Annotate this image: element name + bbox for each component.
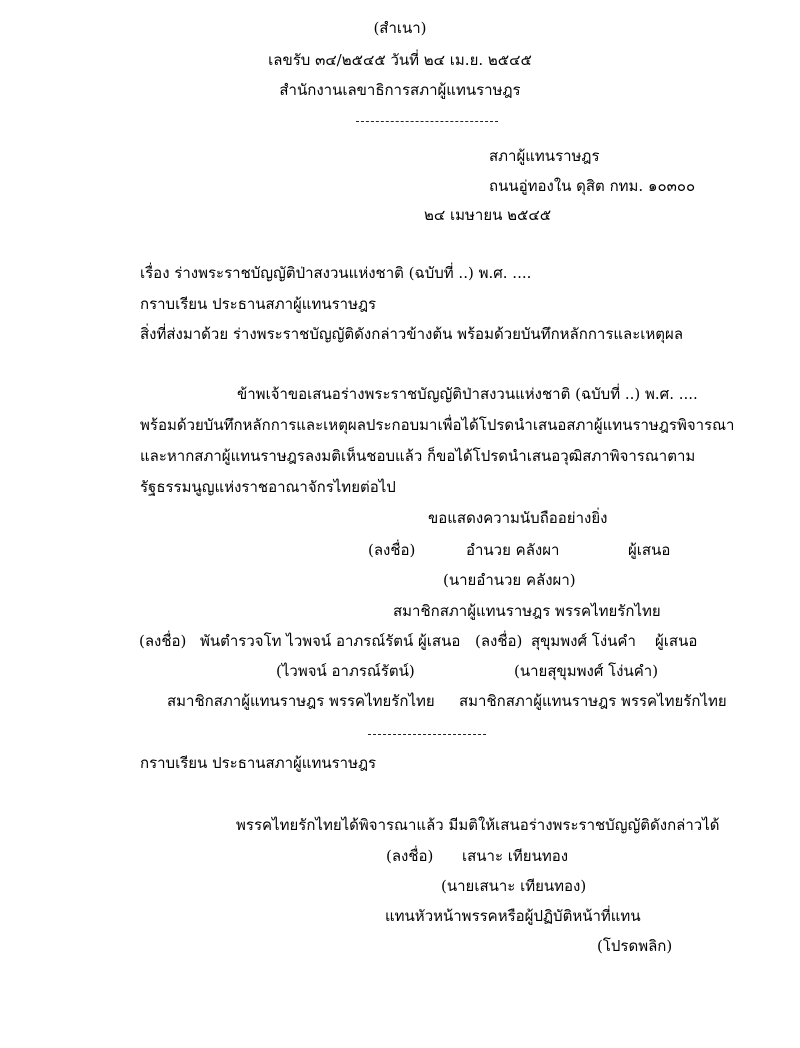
right-sign-mark: (ลงชื่อ) — [475, 632, 523, 650]
attachments-line: สิ่งที่ส่งมาด้วย ร่างพระราชบัญญัติดังกล่าวข้างต้น พร้อมด้วยบันทึกหลักการและเหตุผล — [140, 325, 684, 343]
to-line: กราบเรียน ประธานสภาผู้แทนราษฎร — [140, 295, 377, 313]
main-sign-mark: (ลงชื่อ) — [368, 541, 416, 559]
endorsement-name: เสนาะ เทียนทอง — [462, 847, 569, 865]
sender-address: ถนนอู่ทองใน ดุสิต กทม. ๑๐๓๐๐ — [489, 177, 696, 195]
sender-org: สภาผู้แทนราษฎร — [489, 147, 600, 165]
endorsement-fullname: (นายเสนาะ เทียนทอง) — [441, 877, 587, 895]
main-signer-name: อำนวย คลังผา — [466, 541, 560, 559]
closing: ขอแสดงความนับถืออย่างยิ่ง — [428, 509, 608, 527]
body-line-3: และหากสภาผู้แทนราษฎรลงมติเห็นชอบแล้ว ก็ขอได้โปรดนำเสนอวุฒิสภาพิจารณาตาม — [140, 447, 696, 465]
subject-line: เรื่อง ร่างพระราชบัญญัติป่าสงวนแห่งชาติ (ฉบับที่ ..) พ.ศ. .... — [140, 264, 532, 282]
copy-mark: (สำเนา) — [373, 19, 427, 37]
endorsement-sign-mark: (ลงชื่อ) — [386, 847, 434, 865]
letter-date: ๒๔ เมษายน ๒๕๔๕ — [424, 206, 552, 224]
body-line-1: ข้าพเจ้าขอเสนอร่างพระราชบัญญัติป่าสงวนแห่งชาติ (ฉบับที่ ..) พ.ศ. .... — [237, 385, 698, 403]
endorsement-position: แทนหัวหน้าพรรคหรือผู้ปฏิบัติหน้าที่แทน — [385, 907, 641, 925]
office-name: สำนักงานเลขาธิการสภาผู้แทนราษฎร — [279, 81, 521, 99]
endorsement-to-line: กราบเรียน ประธานสภาผู้แทนราษฎร — [140, 754, 377, 772]
main-signer-member: สมาชิกสภาผู้แทนราษฎร พรรคไทยรักไทย — [393, 602, 661, 620]
body-line-2: พร้อมด้วยบันทึกหลักการและเหตุผลประกอบมาเพื่อได้โปรดนำเสนอสภาผู้แทนราษฎรพิจารณา — [140, 416, 735, 434]
header-separator — [356, 121, 498, 122]
left-signer-member: สมาชิกสภาผู้แทนราษฎร พรรคไทยรักไทย — [167, 692, 435, 710]
main-signer-role: ผู้เสนอ — [628, 541, 671, 559]
signature-separator — [368, 734, 486, 735]
left-signer-name: พันตำรวจโท ไวพจน์ อาภรณ์รัตน์ — [200, 632, 414, 650]
right-signer-name: สุขุมพงศ์ โง่นคำ — [531, 632, 636, 650]
right-signer-role: ผู้เสนอ — [655, 632, 698, 650]
main-signer-fullname: (นายอำนวย คลังผา) — [443, 571, 576, 589]
right-signer-member: สมาชิกสภาผู้แทนราษฎร พรรคไทยรักไทย — [459, 692, 727, 710]
endorsement-resolution: พรรคไทยรักไทยได้พิจารณาแล้ว มีมติให้เสนอร่างพระราชบัญญัติดังกล่าวได้ — [236, 816, 720, 834]
left-signer-fullname: (ไวพจน์ อาภรณ์รัตน์) — [276, 662, 415, 680]
left-signer-role: ผู้เสนอ — [418, 632, 461, 650]
turn-over-note: (โปรดพลิก) — [597, 937, 673, 955]
right-signer-fullname: (นายสุขุมพงศ์ โง่นคำ) — [514, 662, 659, 680]
body-line-4: รัฐธรรมนูญแห่งราชอาณาจักรไทยต่อไป — [140, 478, 396, 496]
receipt-line: เลขรับ ๓๔/๒๕๔๕ วันที่ ๒๔ เม.ย. ๒๕๔๕ — [268, 51, 532, 69]
left-sign-mark: (ลงชื่อ) — [139, 632, 187, 650]
